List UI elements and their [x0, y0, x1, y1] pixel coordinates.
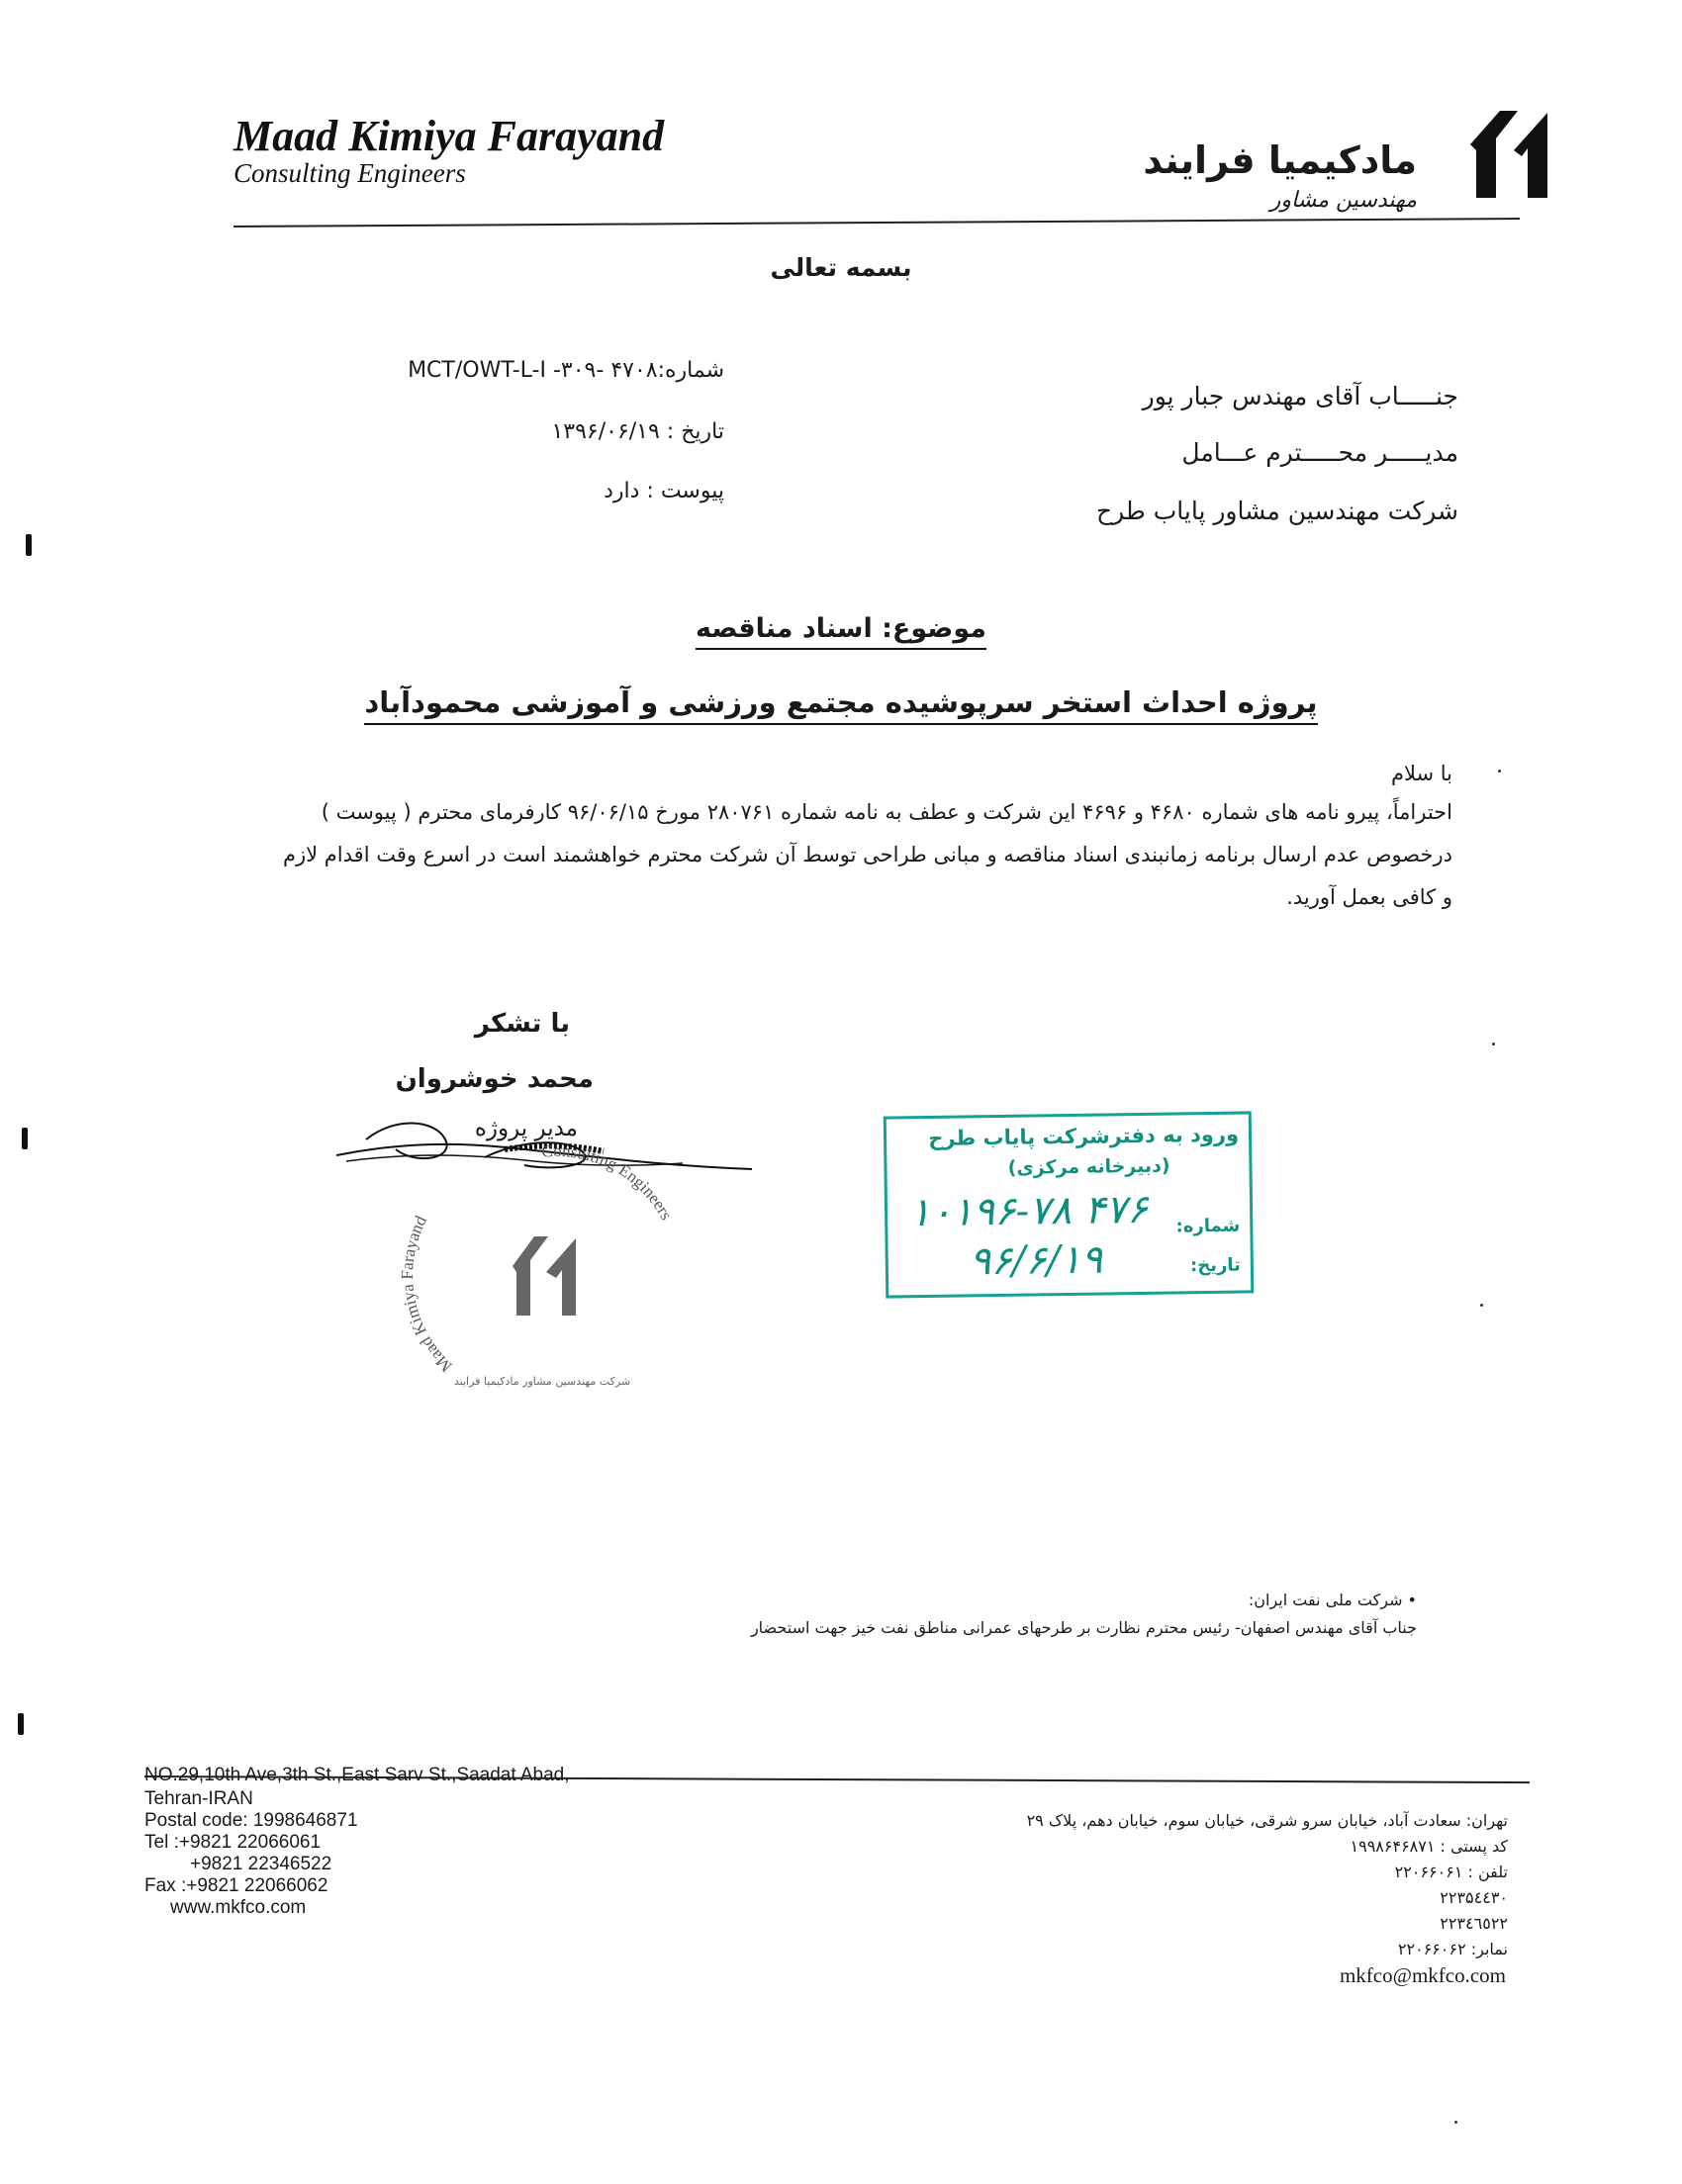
stamp-date-label: تاریخ:: [1189, 1254, 1242, 1277]
footer-address-line-1: NO.29,10th Ave,3th St.,East Sarv St.,Saadat Abad,: [144, 1765, 570, 1785]
letter-body: احتراماً، پیرو نامه های شماره ۴۶۸۰ و ۴۶۹۶ این شرکت و عطف به نامه شماره ۲۸۰۷۶۱ مورخ ۹۶/۰۶/۱۵ کارفرمای محترم ( پیوست ) درخصوص عدم ارسال برنامه زمانبندی اسناد مناقصه و مبانی طراحی توسط آن شرکت محترم خواهشمند است در اسرع وقت اقدام لازم و کافی بعمل آورید.: [283, 800, 1452, 909]
scan-mark: [22, 1128, 28, 1149]
seal-ring-text-left: Maad Kimiya Farayand: [397, 1212, 456, 1376]
footer-fa-fax: نمابر: ۲۲۰۶۶۰۶۲: [1397, 1940, 1508, 1958]
scan-dot: [1480, 1304, 1483, 1307]
scan-mark: [26, 534, 32, 556]
cc-note: جناب آقای مهندس اصفهان- رئیس محترم نظارت بر طرحهای عمرانی مناطق نفت خیز جهت استحضار: [750, 1618, 1417, 1637]
footer-postal-code: Postal code: 1998646871: [144, 1810, 358, 1831]
scan-dot: [1492, 1043, 1495, 1046]
addressee-company: شرکت مهندسین مشاور پایاب طرح: [1095, 497, 1458, 525]
footer-contact-en: [144, 1765, 570, 1919]
stamp-subtitle: (دبیرخانه مرکزی): [1007, 1154, 1170, 1179]
stamp-title: ورود به دفترشرکت پایاب طرح: [928, 1122, 1240, 1150]
company-subtitle-en: Consulting Engineers: [234, 158, 466, 188]
footer-contact-fa: [1027, 1808, 1508, 1962]
addressee-title: مدیـــــر محـــــترم عـــامل: [1181, 438, 1458, 467]
closing-thanks: با تشکر: [474, 1009, 570, 1039]
signer-name: محمد خوشروان: [395, 1064, 594, 1094]
svg-text:Consulting Engineers: [541, 1141, 677, 1223]
addressee-name: جنـــــاب آقای مهندس جبار پور: [1142, 382, 1458, 410]
cc-recipient: • شرکت ملی نفت ایران:: [1248, 1591, 1417, 1609]
footer-email[interactable]: mkfco@mkfco.com: [1339, 1963, 1506, 1987]
subject-text: موضوع: اسناد مناقصه: [696, 613, 986, 650]
project-title: [0, 685, 1682, 719]
footer-fa-tel-1: تلفن : ۲۲۰۶۶۰۶۱: [1394, 1863, 1508, 1881]
stamp-date-value: ۹۶/۶/۱۹: [969, 1236, 1103, 1285]
seal-ring-text-right: Consulting Engineers: [540, 1141, 677, 1224]
signer-role: مدیر پروژه: [474, 1116, 578, 1141]
letter-number: شماره:۴۷۰۸ -MCT/OWT-L-I -۳۰۹: [408, 358, 724, 383]
seal-fa-text: شرکت مهندسین مشاور مادکیمیا فرایند: [453, 1375, 631, 1388]
footer-fax: Fax :+9821 22066062: [144, 1875, 328, 1896]
footer-website[interactable]: www.mkfco.com: [170, 1897, 307, 1918]
scan-dot: [1454, 2121, 1457, 2124]
footer-tel-1: Tel :+9821 22066061: [144, 1832, 322, 1853]
company-name-fa: مادکیمیا فرایند: [1143, 138, 1417, 182]
footer-address-line-2: Tehran-IRAN: [144, 1788, 253, 1809]
footer-fa-tel-3: ۲۲۳٤٦٥٢٢: [1440, 1914, 1508, 1933]
footer-fa-tel-2: ۲۲۳۵٤٤٣٠: [1440, 1888, 1508, 1907]
project-text: پروژه احداث استخر سرپوشیده مجتمع ورزشی و آموزشی محمودآباد: [364, 685, 1317, 725]
footer-fa-postal: کد پستی : ۱۹۹۸۶۴۶۸۷۱: [1350, 1837, 1508, 1856]
letter-attachment: پیوست : دارد: [604, 479, 724, 503]
subject-line: [0, 613, 1682, 644]
footer-tel-2: +9821 22346522: [190, 1854, 332, 1874]
company-seal-icon: [394, 1118, 681, 1414]
company-name-en: Maad Kimiya Farayand: [234, 112, 665, 160]
header-divider: [234, 218, 1520, 228]
scan-dot: [1498, 770, 1501, 773]
greeting: با سلام: [1390, 762, 1452, 785]
stamp-number-value: ۱۰۱۹۶-۷۸ ۴۷۶: [908, 1186, 1149, 1236]
company-subtitle-fa: مهندسین مشاور: [1269, 188, 1417, 213]
stamp-number-label: شماره:: [1175, 1215, 1241, 1237]
svg-text:Maad Kimiya Farayand: [398, 1213, 456, 1376]
letter-date: تاریخ : ۱۳۹۶/۰۶/۱۹: [551, 419, 724, 444]
footer-fa-address: تهران: سعادت آباد، خیابان سرو شرقی، خیابان سوم، خیابان دهم، پلاک ۲۹: [1026, 1811, 1508, 1830]
receipt-stamp: [884, 1111, 1255, 1298]
bismillah-heading: بسمه تعالی: [770, 253, 912, 282]
scan-mark: [18, 1713, 24, 1735]
company-logo-icon: [1466, 103, 1553, 202]
